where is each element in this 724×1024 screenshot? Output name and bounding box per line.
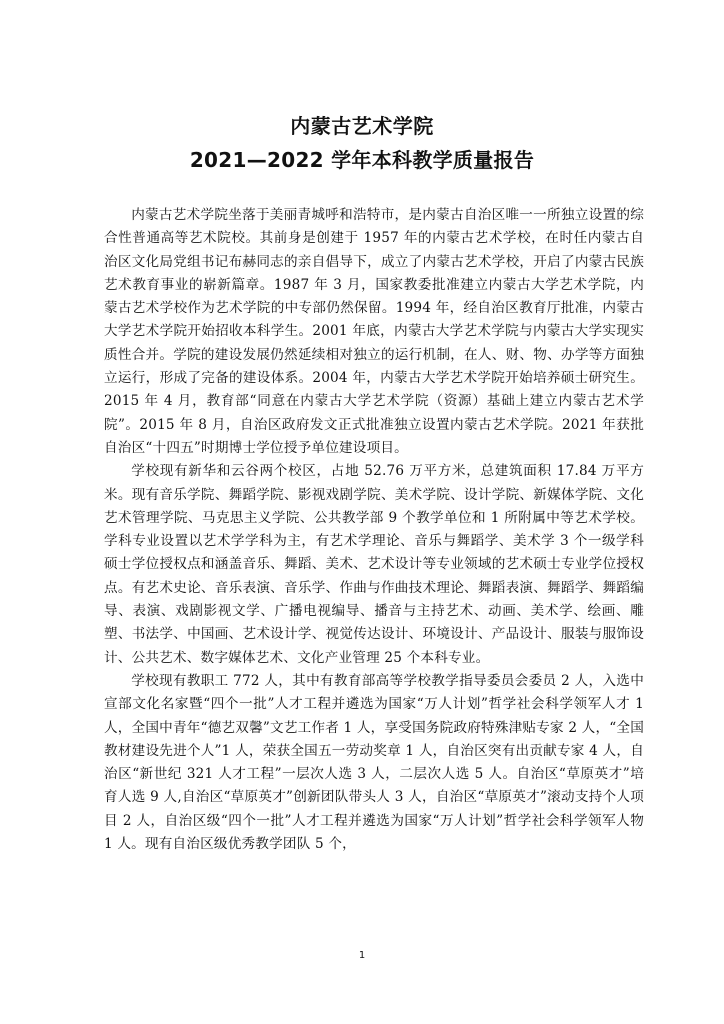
report-title-institution: 内蒙古艺术学院 bbox=[290, 114, 434, 138]
paragraph-faculty: 学校现有教职工 772 人，其中有教育部高等学校教学指导委员会委员 2 人，入选中宣部文化名家暨“四个一批”人才工程并遴选为国家“万人计划”哲学社会科学领军人才 1 人，全国中青年“德艺双馨”文艺工作者 1 人，享受国务院政府特殊津贴专家 2 人，“全国教材建设先进个人”1 人，荣获全国五一劳动奖章 1 人，自治区突有出贡献专家 4 人，自治区“新世纪 321 人才工程”一层次人选 3 人，二层次人选 5 人。自治区“草原英才”培育人选 9 人,自治区“草原英才”创新团队带头人 3 人，自治区“草原英才”滚动支持个人项目 2 人，自治区级“四个一批”人才工程并遴选为国家“万人计划”哲学社会科学领军人物 1 人。现有自治区级优秀教学团队 5 个， bbox=[104, 672, 645, 853]
paragraph-campus-disciplines: 学校现有新华和云谷两个校区，占地 52.76 万平方米，总建筑面积 17.84 万平方米。现有音乐学院、舞蹈学院、影视戏剧学院、美术学院、设计学院、新媒体学院、文化艺术管理学院、马克思主义学院、公共教学部 9 个教学单位和 1 所附属中等艺术学校。学科专业设置以艺术学学科为主，有艺术学理论、音乐与舞蹈学、美术学 3 个一级学科硕士学位授权点和涵盖音乐、舞蹈、美术、艺术设计等专业领域的艺术硕士专业学位授权点。有艺术史论、音乐表演、音乐学、作曲与作曲技术理论、舞蹈表演、舞蹈学、舞蹈编导、表演、戏剧影视文学、广播电视编导、播音与主持艺术、动画、美术学、绘画、雕塑、书法学、中国画、艺术设计学、视觉传达设计、环境设计、产品设计、服装与服饰设计、公共艺术、数字媒体艺术、文化产业管理 25 个本科专业。 bbox=[104, 463, 644, 666]
report-title-year: 2021—2022 学年本科教学质量报告 bbox=[189, 148, 535, 172]
paragraph-history: 内蒙古艺术学院坐落于美丽青城呼和浩特市，是内蒙古自治区唯一一所独立设置的综合性普通高等艺术院校。其前身是创建于 1957 年的内蒙古艺术学校，在时任内蒙古自治区文化局党组书记布赫同志的亲自倡导下，成立了内蒙古艺术学校，开启了内蒙古民族艺术教育事业的崭新篇章。1987 年 3 月，国家教委批准建立内蒙古大学艺术学院，内蒙古艺术学校作为艺术学院的中专部仍然保留。1994 年，经自治区教育厅批准，内蒙古大学艺术学院开始招收本科学生。2001 年底，内蒙古大学艺术学院与内蒙古大学实现实质性合并。学院的建设发展仍然延续相对独立的运行机制，在人、财、物、办学等方面独立运行，形成了完备的建设体系。2004 年，内蒙古大学艺术学院开始培养硕士研究生。2015 年 4 月，教育部“同意在内蒙古大学艺术学院（资源）基础上建立内蒙古艺术学院”。2015 年 8 月，自治区政府发文正式批准独立设置内蒙古艺术学院。2021 年获批自治区“十四五”时期博士学位授予单位建设项目。 bbox=[104, 207, 644, 456]
report-body bbox=[104, 204, 644, 856]
page-number: 1 bbox=[358, 950, 366, 961]
